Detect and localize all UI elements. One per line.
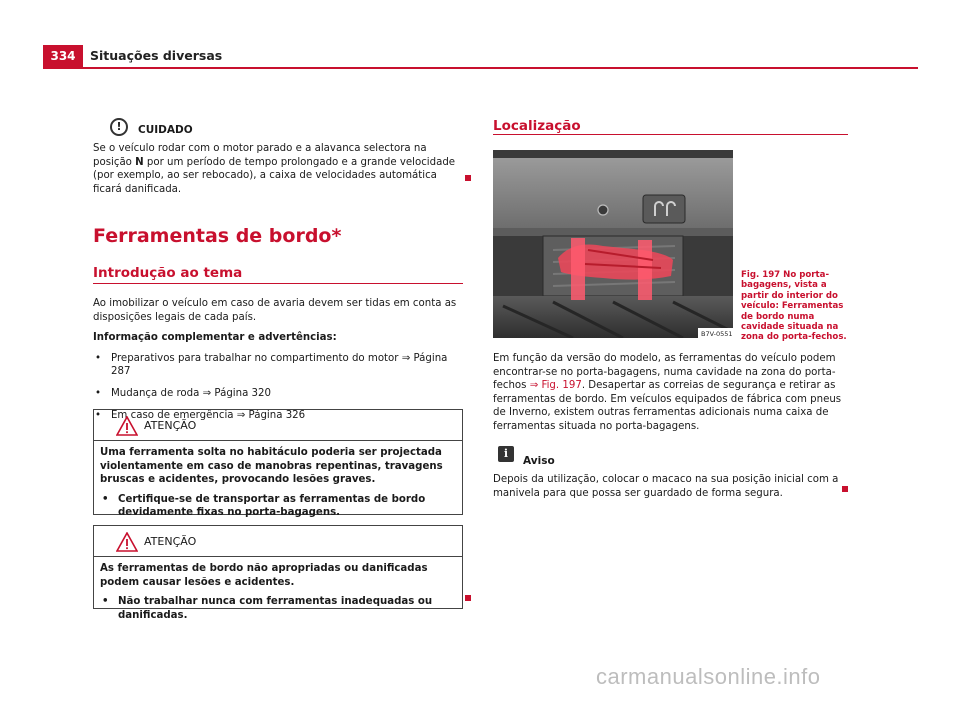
list-item: • Preparativos para trabalhar no compartimento do motor ⇒ Página 287 — [93, 352, 463, 379]
end-marker — [465, 175, 471, 181]
note-title: Aviso — [523, 455, 555, 467]
warning-bullet: • Não trabalhar nunca com ferramentas inadequadas ou danificadas. — [100, 595, 456, 622]
location-heading: Localização — [493, 118, 581, 134]
warning-body — [94, 441, 462, 526]
location-text-before: Em função da versão do modelo, as ferramentas do veículo podem encontrar-se no porta-bagagens, numa cavidade na zona do porta-fechos — [493, 353, 836, 392]
warning-title: ATENÇÃO — [144, 535, 197, 548]
intro-heading: Introdução ao tema — [93, 265, 243, 281]
chapter-title: Ferramentas de bordo* — [93, 225, 342, 247]
warning-text: Uma ferramenta solta no habitáculo poderia ser projectada violentamente em caso de manobras repentinas, travagens bruscas e acidentes, provocando lesões graves. — [100, 447, 443, 486]
caution-title: CUIDADO — [138, 124, 193, 136]
location-heading-rule — [493, 134, 848, 135]
end-marker — [465, 595, 471, 601]
location-text — [493, 352, 848, 434]
location-text-after: . Desapertar as correias de segurança e retirar as ferramentas de bordo. Em veículos equipados de fábrica com pneus de Inverno, existem outras ferramentas adicionais numa caixa de ferramentas situada no porta-bagagens. — [493, 380, 842, 432]
warning-box — [93, 525, 463, 621]
info-label: Informação complementar e advertências: — [93, 332, 337, 344]
figure-code: B7V-0551 — [701, 330, 733, 338]
caution-text — [93, 142, 463, 196]
warning-title: ATENÇÃO — [144, 419, 197, 432]
note-text: Depois da utilização, colocar o macaco na sua posição inicial com a manivela para que possa ser guardado de forma segura. — [493, 474, 839, 499]
intro-heading-rule — [93, 283, 463, 284]
list-item: • Em caso de emergência ⇒ Página 326 — [93, 409, 463, 423]
intro-paragraph: Ao imobilizar o veículo em caso de avaria devem ser tidas em conta as disposições legais de cada país. — [93, 298, 457, 323]
section-title: Situações diversas — [90, 48, 223, 63]
warning-body — [94, 557, 462, 628]
caution-text-bold: N — [135, 156, 144, 168]
figure-caption: Fig. 197 No porta-bagagens, vista a partir do interior do veículo: Ferramentas de bordo numa cavidade situada na zona do porta-fechos. — [741, 270, 847, 343]
warning-triangle-icon — [116, 532, 138, 552]
info-icon: i — [498, 446, 514, 462]
warning-box — [93, 409, 463, 519]
warning-header — [94, 526, 462, 557]
header-rule — [43, 67, 918, 69]
page-number: 334 — [43, 45, 83, 67]
caution-text-before: Se o veículo rodar com o motor parado e a alavanca selectora na posição — [93, 143, 427, 168]
end-marker — [842, 486, 848, 492]
caution-text-after: por um período de tempo prolongado e a grande velocidade (por exemplo, ao ser rebocado), a caixa de velocidades automática ficará danificada. — [93, 156, 456, 195]
figure-link[interactable]: ⇒ Fig. 197 — [529, 380, 582, 392]
list-item: • Mudança de roda ⇒ Página 320 — [93, 387, 463, 401]
trunk-figure — [493, 150, 733, 338]
warning-header — [94, 410, 462, 441]
warning-bullet: • Certifique-se de transportar as ferramentas de bordo devidamente fixas no porta-bagagens. — [100, 493, 456, 520]
exclamation-circle-icon: ! — [110, 118, 128, 136]
warning-text: As ferramentas de bordo não apropriadas ou danificadas podem causar lesões e acidentes. — [100, 563, 428, 588]
trunk-illustration — [493, 150, 733, 338]
watermark: carmanualsonline.info — [596, 664, 821, 689]
warning-triangle-icon — [116, 416, 138, 436]
